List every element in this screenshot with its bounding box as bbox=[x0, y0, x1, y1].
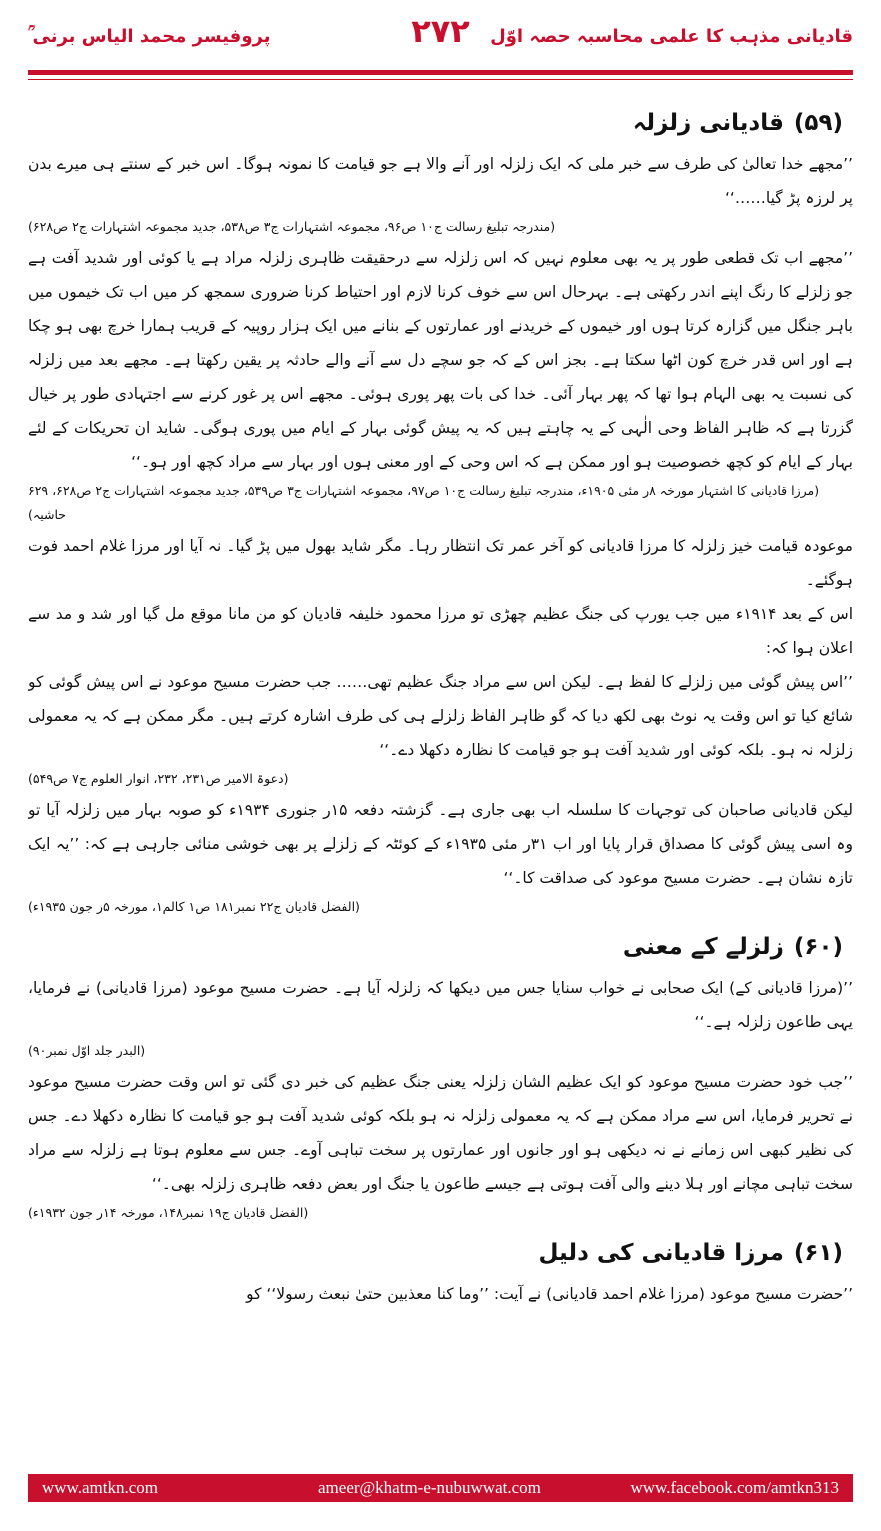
paragraph: ’’اس پیش گوئی میں زلزلے کا لفظ ہے۔ لیکن اس سے مراد جنگ عظیم تھی…… جب حضرت مسیح موعود نے اس پیش گوئی کو شائع کیا تو اس وقت یہ نوٹ بھی لکھ دیا کہ گو ظاہر الفاظ زلزلے ہی کی طرف اشارہ کرتے ہیں۔ مگر ممکن ہے کہ یہ معمولی زلزلہ نہ ہو۔ بلکہ کوئی اور شدید آفت ہو جو قیامت کا نظارہ دکھلا دے۔‘‘ bbox=[28, 673, 853, 759]
footer-website[interactable]: www.amtkn.com bbox=[42, 1478, 158, 1497]
paragraph: ’’مجھے خدا تعالیٰ کی طرف سے خبر ملی کہ ایک زلزلہ اور آنے والا ہے جو قیامت کا نمونہ ہوگا۔ اس خبر کے سنتے ہی میرے بدن پر لرزہ پڑ گیا……‘‘ bbox=[28, 155, 853, 207]
section-heading bbox=[28, 927, 843, 967]
footer-facebook[interactable]: www.facebook.com/amtkn313 bbox=[630, 1478, 839, 1497]
paragraph: موعودہ قیامت خیز زلزلہ کا مرزا قادیانی کو آخر عمر تک انتظار رہا۔ مگر شاید بھول میں پڑ گیا۔ نہ آیا اور مرزا غلام احمد فوت ہوگئے۔ bbox=[28, 537, 853, 589]
reference-citation: (مرزا قادیانی کا اشتہار مورخہ ۸ر مئی ۱۹۰۵ء، مندرجہ تبلیغ رسالت ج۱۰ ص۹۷، مجموعہ اشتہارات ج۳ ص۵۳۹، جدید مجموعہ اشتہارات ج۲ ص۶۲۸، ۶۲۹ حاشیہ) bbox=[28, 483, 820, 522]
section-number: (۶۱) bbox=[793, 1240, 843, 1266]
paragraph: لیکن قادیانی صاحبان کی توجہات کا سلسلہ اب بھی جاری ہے۔ گزشتہ دفعہ ۱۵ر جنوری ۱۹۳۴ء کو صوبہ بہار میں زلزلہ آیا تو وہ اسی پیش گوئی کا مصداق قرار پایا اور اب ۳۱ر مئی ۱۹۳۵ء کے کوئٹہ کے زلزلے پر بھی خوشی منائی جارہی ہے کہ: ’’یہ ایک تازہ نشان ہے۔ حضرت مسیح موعود کی صداقت کا۔‘‘ bbox=[28, 801, 853, 887]
header-rule-thin bbox=[28, 79, 853, 80]
page-body bbox=[28, 95, 853, 1470]
paragraph: ’’(مرزا قادیانی کے) ایک صحابی نے خواب سنایا جس میں دیکھا کہ زلزلہ آیا ہے۔ حضرت مسیح موعود (مرزا قادیانی) نے فرمایا، یہی طاعون زلزلہ ہے۔‘‘ bbox=[28, 979, 853, 1031]
section-title: قادیانی زلزلہ bbox=[632, 110, 784, 136]
section-heading bbox=[28, 1233, 843, 1273]
section-number: (۶۰) bbox=[793, 934, 843, 960]
author-name: پروفیسر محمد الیاس برنی ؒ bbox=[28, 26, 271, 47]
book-title: قادیانی مذہب کا علمی محاسبہ حصہ اوّل bbox=[490, 26, 853, 47]
header-rule bbox=[28, 70, 853, 75]
reference-citation: (الفضل قادیان ج۲۲ نمبر۱۸۱ ص۱ کالم۱، مورخہ ۵ر جون ۱۹۳۵ء) bbox=[28, 899, 360, 914]
section-title: زلزلے کے معنی bbox=[622, 934, 784, 960]
paragraph: ’’حضرت مسیح موعود (مرزا غلام احمد قادیانی) نے آیت: ’’وما کنا معذبین حتیٰ نبعث رسولا‘‘ کو bbox=[246, 1285, 853, 1303]
section-number: (۵۹) bbox=[793, 110, 843, 136]
page-number: ۲۷۲ bbox=[411, 12, 470, 50]
page-footer bbox=[28, 1474, 853, 1502]
page-header bbox=[0, 0, 881, 95]
paragraph: ’’مجھے اب تک قطعی طور پر یہ بھی معلوم نہیں کہ اس زلزلہ سے درحقیقت ظاہری زلزلہ مراد ہے یا کوئی اور شدید آفت ہے جو زلزلے کا رنگ اپنے اندر رکھتی ہے۔ بہرحال اس سے خوف کرنا لازم اور احتیاط کرنا ضروری سمجھ کر میں اب تک خیموں میں باہر جنگل میں گزارہ کرتا ہوں اور خیموں کے خریدنے اور عمارتوں کے بنانے میں ایک ہزار روپیہ کے قریب ہمارا خرچ بھی ہو چکا ہے اور اس قدر خرچ کون اٹھا سکتا ہے۔ بجز اس کے کہ جو سچے دل سے آنے والے حادثہ پر یقین رکھتا ہے۔ مجھے بعد میں زلزلہ کی نسبت یہ بھی الہام ہوا تھا کہ پھر بہار آئی۔ خدا کی بات پھر پوری ہوئی۔ مجھے اس پر غور کرنے سے اجتہادی طور پر خیال گزرتا ہے کہ ظاہر الفاظ وحی الٰہی کے یہ چاہتے ہیں کہ یہ پیش گوئی بہار کے ایام میں پوری ہوگی۔ شاید ان تحریکات کے لئے بہار کے ایام کو کچھ خصوصیت ہو اور ممکن ہے کہ اس وحی کے اور معنی ہوں اور بہار سے مراد کچھ اور ہو۔‘‘ bbox=[28, 249, 853, 471]
reference-citation: (دعوۃ الامیر ص۲۳۱، ۲۳۲، انوار العلوم ج۷ ص۵۴۹) bbox=[28, 771, 289, 786]
footer-email[interactable]: ameer@khatm-e-nubuwwat.com bbox=[318, 1478, 541, 1497]
paragraph: اس کے بعد ۱۹۱۴ء میں جب یورپ کی جنگ عظیم چھڑی تو مرزا محمود خلیفہ قادیان کو من مانا موقع مل گیا اور شد و مد سے اعلان ہوا کہ: bbox=[28, 605, 853, 657]
reference-citation: (الفضل قادیان ج۱۹ نمبر۱۴۸، مورخہ ۱۴ر جون ۱۹۳۲ء) bbox=[28, 1205, 309, 1220]
reference-citation: (مندرجہ تبلیغ رسالت ج۱۰ ص۹۶، مجموعہ اشتہارات ج۳ ص۵۳۸، جدید مجموعہ اشتہارات ج۲ ص۶۲۸) bbox=[28, 219, 556, 234]
paragraph: ’’جب خود حضرت مسیح موعود کو ایک عظیم الشان زلزلہ یعنی جنگ عظیم کی خبر دی گئی تو اس وقت حضرت مسیح موعود نے تحریر فرمایا، اس سے مراد ممکن ہے کہ یہ معمولی زلزلہ نہ ہو بلکہ کوئی شدید آفت ہو جو قیامت کا نظارہ دکھلا دے۔ جس کی نظیر کبھی اس زمانے نے نہ دیکھی ہو اور جانوں اور عمارتوں پر سخت تباہی آوے۔ جس سے معلوم ہوتا ہے زلزلہ سے مراد سخت تباہی مچانے اور ہلا دینے والی آفت ہوتی ہے جیسے طاعون یا جنگ اور بعض دفعہ ظاہری زلزلہ بھی۔‘‘ bbox=[28, 1073, 853, 1193]
reference-citation: (البدر جلد اوّل نمبر۹۰) bbox=[28, 1043, 146, 1058]
section-heading bbox=[28, 103, 843, 143]
section-title: مرزا قادیانی کی دلیل bbox=[538, 1240, 784, 1266]
